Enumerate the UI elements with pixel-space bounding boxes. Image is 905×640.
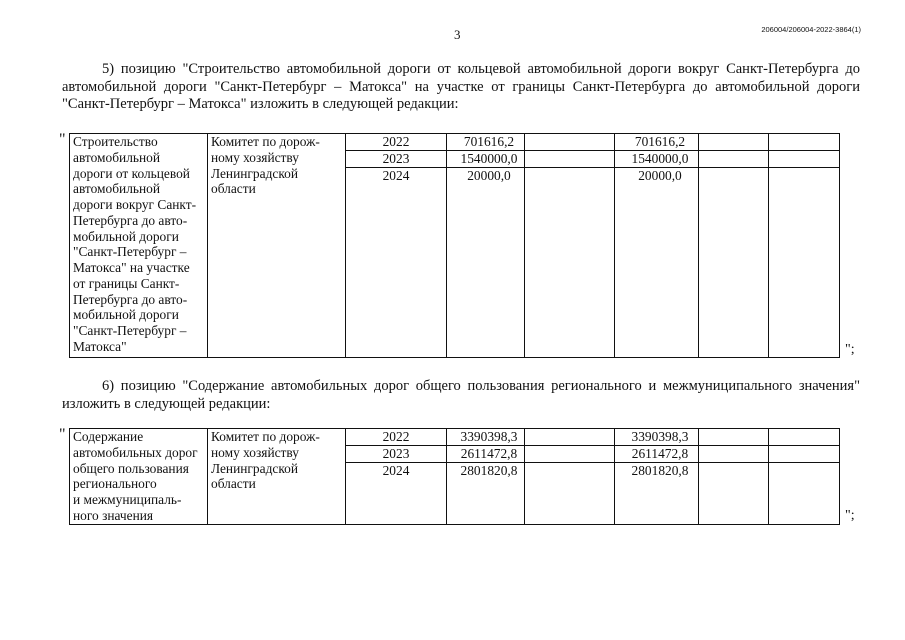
position-name-cell: Строительство автомобильной дороги от кольцевой автомобильной дороги вокруг Санкт- Петербурга до авто- мобильной дороги "Санкт-Петербург – Матокса" на участке от границы Санкт- Петербурга до авто- мобильной дороги "Санкт-Петербург – Матокса" bbox=[70, 134, 208, 358]
table-1-close-quote: "; bbox=[845, 342, 855, 357]
empty-cell bbox=[699, 134, 769, 151]
paragraph-6 bbox=[62, 378, 860, 413]
empty-cell bbox=[525, 429, 615, 446]
empty-cell bbox=[699, 151, 769, 168]
year-cell: 2022 bbox=[346, 134, 447, 151]
table-2-close-quote: "; bbox=[845, 508, 855, 523]
table-1-body bbox=[70, 134, 840, 358]
paragraph-6-text: 6) позицию "Содержание автомобильных дорог общего пользования регионального и межмуниципального значения" изложить в следующей редакции: bbox=[62, 378, 860, 412]
year-cell: 2023 bbox=[346, 446, 447, 463]
regional-budget-cell: 701616,2 bbox=[615, 134, 699, 151]
table-row bbox=[70, 134, 840, 151]
regional-budget-cell: 3390398,3 bbox=[615, 429, 699, 446]
empty-cell bbox=[699, 463, 769, 524]
regional-budget-cell: 20000,0 bbox=[615, 168, 699, 358]
empty-cell bbox=[769, 429, 840, 446]
table-2-body bbox=[70, 429, 840, 525]
empty-cell bbox=[699, 446, 769, 463]
total-cell: 20000,0 bbox=[447, 168, 525, 358]
empty-cell bbox=[769, 446, 840, 463]
responsible-org-cell: Комитет по дорож- ному хозяйству Ленинградской области bbox=[208, 134, 346, 358]
total-cell: 701616,2 bbox=[447, 134, 525, 151]
empty-cell bbox=[769, 168, 840, 358]
total-cell: 3390398,3 bbox=[447, 429, 525, 446]
regional-budget-cell: 2611472,8 bbox=[615, 446, 699, 463]
empty-cell bbox=[699, 168, 769, 358]
table-2-open-quote: " bbox=[59, 426, 66, 443]
paragraph-5 bbox=[62, 61, 860, 114]
empty-cell bbox=[525, 446, 615, 463]
table-1-open-quote: " bbox=[59, 131, 66, 148]
total-cell: 2611472,8 bbox=[447, 446, 525, 463]
position-name-cell: Содержание автомобильных дорог общего пользования регионального и межмуниципаль- ного значения bbox=[70, 429, 208, 525]
paragraph-5-text: 5) позицию "Строительство автомобильной дороги от кольцевой автомобильной дороги вокруг Санкт-Петербурга до автомобильной дороги "Санкт-Петербург – Матокса" на участке от границы Санкт-Петербурга до автомобильной дороги "Санкт-Петербург – Матокса" изложить в следующей редакции: bbox=[62, 61, 860, 112]
empty-cell bbox=[525, 151, 615, 168]
table-2 bbox=[69, 428, 840, 525]
year-cell: 2022 bbox=[346, 429, 447, 446]
table-1 bbox=[69, 133, 840, 358]
responsible-org-cell: Комитет по дорож- ному хозяйству Ленинградской области bbox=[208, 429, 346, 525]
year-cell: 2024 bbox=[346, 463, 447, 524]
empty-cell bbox=[525, 134, 615, 151]
regional-budget-cell: 2801820,8 bbox=[615, 463, 699, 524]
empty-cell bbox=[769, 134, 840, 151]
document-id: 206004/206004-2022-3864(1) bbox=[761, 25, 861, 34]
page-number: 3 bbox=[454, 27, 461, 42]
empty-cell bbox=[525, 463, 615, 524]
table-row bbox=[70, 429, 840, 446]
year-cell: 2023 bbox=[346, 151, 447, 168]
empty-cell bbox=[769, 151, 840, 168]
empty-cell bbox=[525, 168, 615, 358]
empty-cell bbox=[769, 463, 840, 524]
total-cell: 1540000,0 bbox=[447, 151, 525, 168]
empty-cell bbox=[699, 429, 769, 446]
total-cell: 2801820,8 bbox=[447, 463, 525, 524]
year-cell: 2024 bbox=[346, 168, 447, 358]
regional-budget-cell: 1540000,0 bbox=[615, 151, 699, 168]
